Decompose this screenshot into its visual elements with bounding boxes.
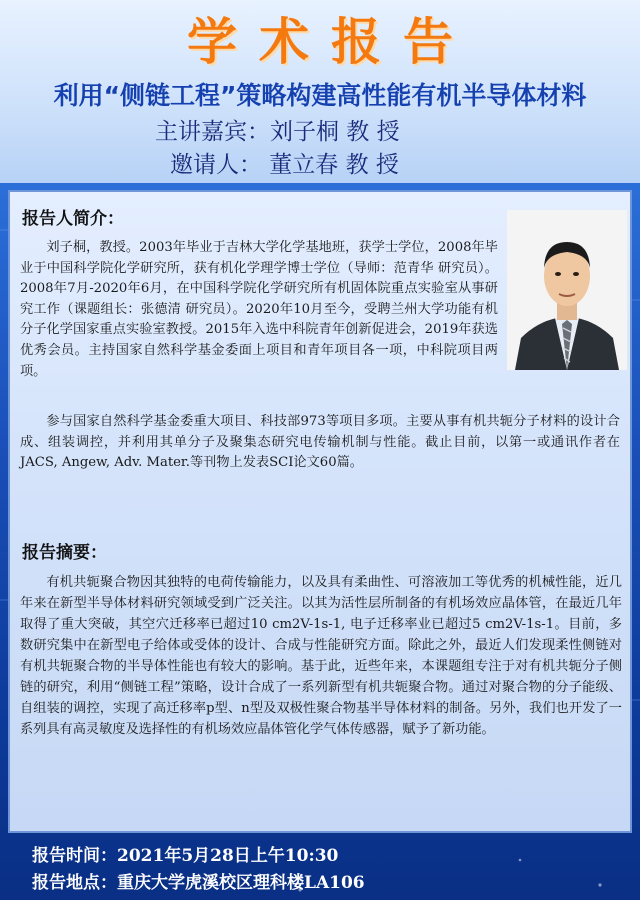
bio-heading: 报告人简介： <box>22 209 124 229</box>
bio-paragraph: 刘子桐，教授。2003年毕业于吉林大学化学基地班，获学士学位，2008年毕业于中国科学院化学研究所，获有机化学理学博士学位（导师：范青华 研究员）。2008年7月-2020年6月，在中国科学院化学研究所有机固体院重点实验室从事研究工作（课题组长：张德清 研究员）。2020年10月至今，受聘兰州大学功能有机分子化学国家重点实验室教授。2015年入选中科院青年创新促进会，2019年获选优秀会员。主持国家自然科学基金委面上项目和青年项目各一项，中科院项目两项。 <box>20 240 498 379</box>
talk-title: 利用“侧链工程”策略构建高性能有机半导体材料 <box>53 81 587 110</box>
abstract-heading: 报告摘要： <box>22 543 107 563</box>
speaker-portrait <box>507 210 627 370</box>
speaker-portrait-photo <box>507 210 627 370</box>
report-place: 报告地点：重庆大学虎溪校区理科楼LA106 <box>32 873 365 893</box>
report-time: 报告时间：2021年5月28日上午10:30 <box>32 846 339 866</box>
content-panel <box>8 190 632 833</box>
main-title: 学术报告 <box>187 12 475 71</box>
research-paragraph: 参与国家自然科学基金委重大项目、科技部973等项目多项。主要从事有机共轭分子材料的设计合成、组装调控，并利用其单分子及聚集态研究电传输机制与性能。截止目前，以第一或通讯作者在JACS, Angew, Adv. Mater.等刊物上发表SCI论文60篇。 <box>20 414 620 471</box>
speaker-line: 主讲嘉宾：刘子桐 教 授 <box>155 119 400 145</box>
abstract-paragraph: 有机共轭聚合物因其独特的电荷传输能力，以及具有柔曲性、可溶液加工等优秀的机械性能，近几年来在新型半导体材料研究领域受到广泛关注。以其为活性层所制备的有机场效应晶体管，在最近几年取得了重大突破，其空穴迁移率已超过10 cm2V-1s-1, 电子迁移率业已超过5 cm2V-1s-1。目前，多数研究集中在新型电子给体或受体的设计、合成与性能研究方面。除此之外，最近人们发现柔性侧链对有机共轭聚合物的半导体性能也有较大的影响。基于此，近些年来，本课题组专注于对有机共轭分子侧链的研究，利用“侧链工程”策略，设计合成了一系列新型有机共轭聚合物。通过对聚合物的分子能级、自组装的调控，实现了高迁移率p型、n型及双极性聚合物基半导体材料的制备。另外，我们也开发了一系列具有高灵敏度及选择性的有机场效应晶体管化学气体传感器，赋予了新功能。 <box>20 575 622 737</box>
inviter-line: 邀请人： 董立春 教 授 <box>170 152 399 178</box>
